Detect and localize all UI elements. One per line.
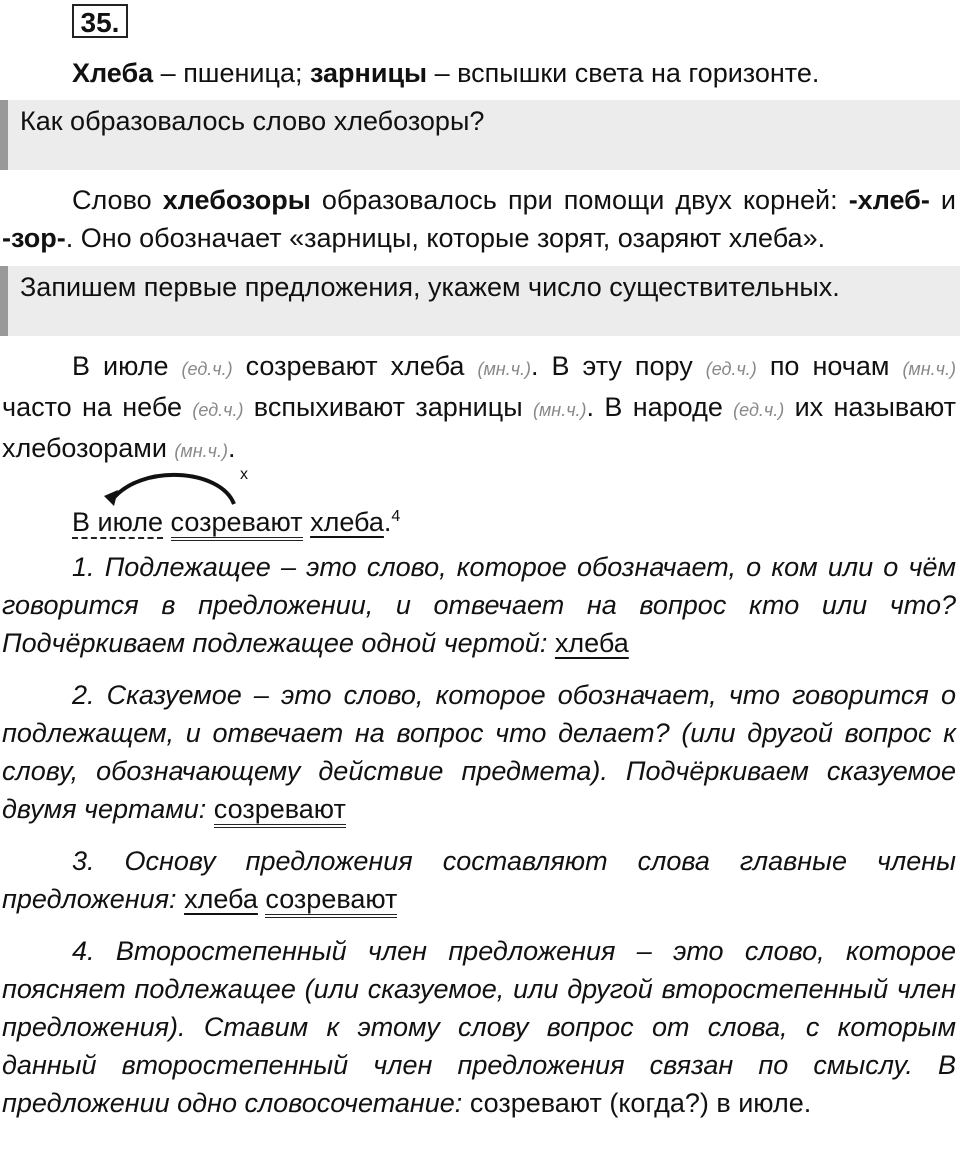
intro-word-2: зарницы bbox=[309, 58, 428, 88]
intro-word-1: Хлеба bbox=[72, 58, 154, 88]
predicate-word: созревают bbox=[171, 507, 303, 541]
root-1: -хлеб- bbox=[848, 185, 930, 215]
number-note: (ед.ч.) bbox=[192, 400, 244, 420]
answer-1-text-c: и bbox=[929, 185, 956, 215]
point-text: 1. Подлежащее – это слово, которое обозначает, о ком или о чём говорится в предложении, и отвечает на вопрос кто или что? Подчёркиваем подлежащее одной чертой: bbox=[2, 552, 956, 658]
question-1: Как образовалось слово хлебозоры? bbox=[20, 106, 485, 136]
text-part: созревают хлеба bbox=[232, 351, 478, 381]
point-3 bbox=[2, 842, 956, 918]
text-part: В июле bbox=[72, 351, 182, 381]
question-band-2 bbox=[0, 266, 960, 336]
root-2: -зор- bbox=[2, 223, 66, 253]
task-number: 35. bbox=[72, 4, 128, 38]
parsed-sentence bbox=[72, 498, 400, 541]
answer-1-text-a: Слово bbox=[72, 185, 163, 215]
subject-word: хлеба bbox=[310, 507, 384, 537]
text-part: вспыхивают зарницы bbox=[243, 392, 533, 422]
answer-1-text-b: образовалось при помощи двух корней: bbox=[310, 185, 849, 215]
subject-example: хлеба bbox=[554, 628, 629, 658]
predicate-example: созревают bbox=[265, 884, 397, 918]
number-note: (ед.ч.) bbox=[705, 359, 757, 379]
text-part: . В народе bbox=[586, 392, 734, 422]
point-2 bbox=[2, 676, 956, 828]
sentence-end: . bbox=[383, 507, 392, 537]
number-note: (мн.ч.) bbox=[532, 400, 587, 420]
adverbial-word: В июле bbox=[72, 507, 164, 537]
number-note: (ед.ч.) bbox=[181, 359, 233, 379]
phrase-example: созревают (когда?) в июле. bbox=[469, 1088, 812, 1118]
point-text: 4. Второстепенный член предложения – это слово, которое поясняет подлежащее (или сказуемое, или другой второстепенный член предложения). Ставим к этому слову вопрос от слова, с которым данный второстепенный член предложения связан по смыслу. В предложении одно словосочетание: bbox=[2, 936, 956, 1118]
point-1 bbox=[2, 548, 956, 662]
text-part: . В эту пору bbox=[531, 351, 706, 381]
text-part: часто на небе bbox=[2, 392, 193, 422]
answer-1-bold-word: хлебозоры bbox=[162, 185, 311, 215]
question-2: Запишем первые предложения, укажем число существительных. bbox=[20, 272, 840, 302]
question-band-1 bbox=[0, 100, 960, 170]
intro-line bbox=[72, 54, 819, 92]
point-text: 3. Основу предложения составляют слова главные члены предложения: bbox=[2, 846, 956, 914]
source-text bbox=[2, 347, 956, 470]
point-text: 2. Сказуемое – это слово, которое обозначает, что говорится о подлежащем, и отвечает на вопрос что делает? (или другой вопрос к слову, обозначающему действие предмета). Подчёркиваем сказуемое двумя чертами: bbox=[2, 680, 956, 824]
intro-def-2: – вспышки света на горизонте. bbox=[427, 58, 820, 88]
text-part: по ночам bbox=[756, 351, 903, 381]
number-note: (ед.ч.) bbox=[733, 400, 785, 420]
text-part: . bbox=[227, 433, 236, 463]
intro-def-1: – пшеница; bbox=[153, 58, 310, 88]
number-note: (мн.ч.) bbox=[174, 441, 228, 461]
number-note: (мн.ч.) bbox=[477, 359, 532, 379]
sentence-type-mark: 4 bbox=[391, 508, 401, 525]
subject-example: хлеба bbox=[184, 884, 258, 914]
arrow-mark: x bbox=[240, 466, 248, 483]
answer-1-text-d: . Оно обозначает «зарницы, которые зорят, озаряют хлеба». bbox=[65, 223, 826, 253]
number-note: (мн.ч.) bbox=[902, 359, 956, 379]
answer-1 bbox=[2, 181, 956, 257]
text-part: их называют хлебозорами bbox=[2, 392, 956, 463]
point-4 bbox=[2, 932, 956, 1122]
predicate-example: созревают bbox=[214, 794, 346, 828]
